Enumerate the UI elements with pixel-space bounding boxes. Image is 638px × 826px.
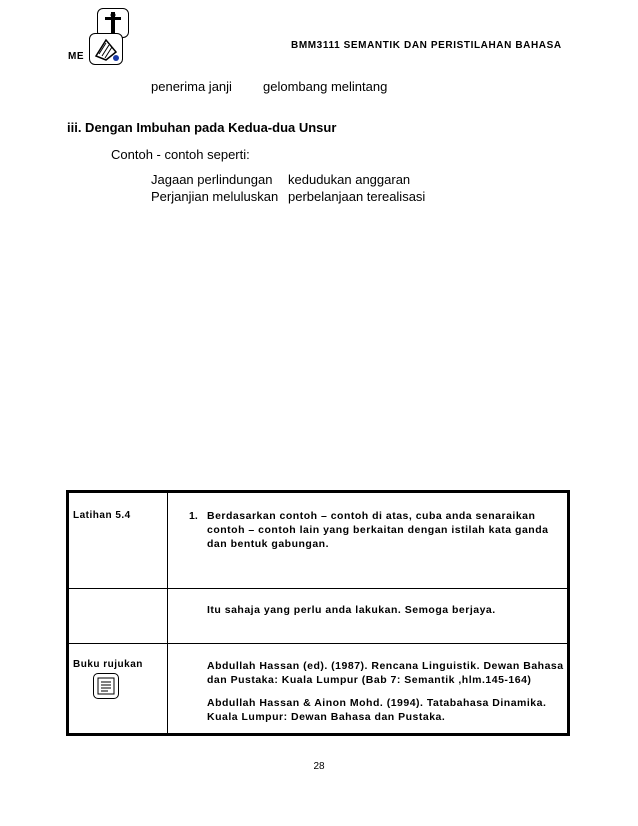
example-item: kedudukan anggaran bbox=[288, 172, 411, 187]
reference-2 bbox=[207, 696, 546, 724]
example-col1-top: penerima janji bbox=[151, 79, 232, 94]
side-label: ME bbox=[68, 51, 84, 62]
example-item: Jagaan perlindungan bbox=[151, 172, 273, 187]
rujukan-label: Buku rujukan bbox=[73, 659, 143, 670]
reference-line: Abdullah Hassan & Ainon Mohd. (1994). Tatabahasa Dinamika. bbox=[207, 697, 547, 709]
example-item: perbelanjaan terealisasi bbox=[288, 189, 426, 204]
reference-1 bbox=[207, 659, 564, 687]
latihan-label: Latihan 5.4 bbox=[73, 510, 131, 521]
page-number: 28 bbox=[313, 761, 325, 772]
exercise-number: 1. bbox=[189, 510, 198, 522]
reference-line: Kuala Lumpur: Dewan Bahasa dan Pustaka. bbox=[207, 711, 446, 723]
instruction-line: contoh – contoh lain yang berkaitan dengan istilah kata ganda bbox=[207, 524, 549, 536]
instruction-line: Berdasarkan contoh – contoh di atas, cuba anda senaraikan bbox=[207, 510, 536, 522]
exercise-instruction bbox=[207, 509, 548, 551]
example-item: Perjanjian meluluskan bbox=[151, 189, 279, 204]
contoh-intro: Contoh - contoh seperti: bbox=[111, 147, 250, 162]
instruction-line: dan bentuk gabungan. bbox=[207, 538, 329, 550]
book-reference-icon bbox=[93, 673, 119, 699]
example-col2-top: gelombang melintang bbox=[263, 79, 388, 94]
reference-line: dan Pustaka: Kuala Lumpur (Bab 7: Semantik ,hlm.145-164) bbox=[207, 674, 532, 686]
exercise-table bbox=[66, 490, 570, 736]
closing-text: Itu sahaja yang perlu anda lakukan. Semoga berjaya. bbox=[207, 604, 496, 616]
table-divider bbox=[167, 493, 168, 733]
section-heading: iii. Dengan Imbuhan pada Kedua-dua Unsur bbox=[67, 120, 337, 135]
blue-dot-icon bbox=[113, 55, 119, 61]
course-header: BMM3111 SEMANTIK DAN PERISTILAHAN BAHASA bbox=[291, 40, 562, 51]
table-divider bbox=[69, 643, 567, 644]
table-divider bbox=[69, 588, 567, 589]
reference-line: Abdullah Hassan (ed). (1987). Rencana Linguistik. Dewan Bahasa bbox=[207, 660, 564, 672]
